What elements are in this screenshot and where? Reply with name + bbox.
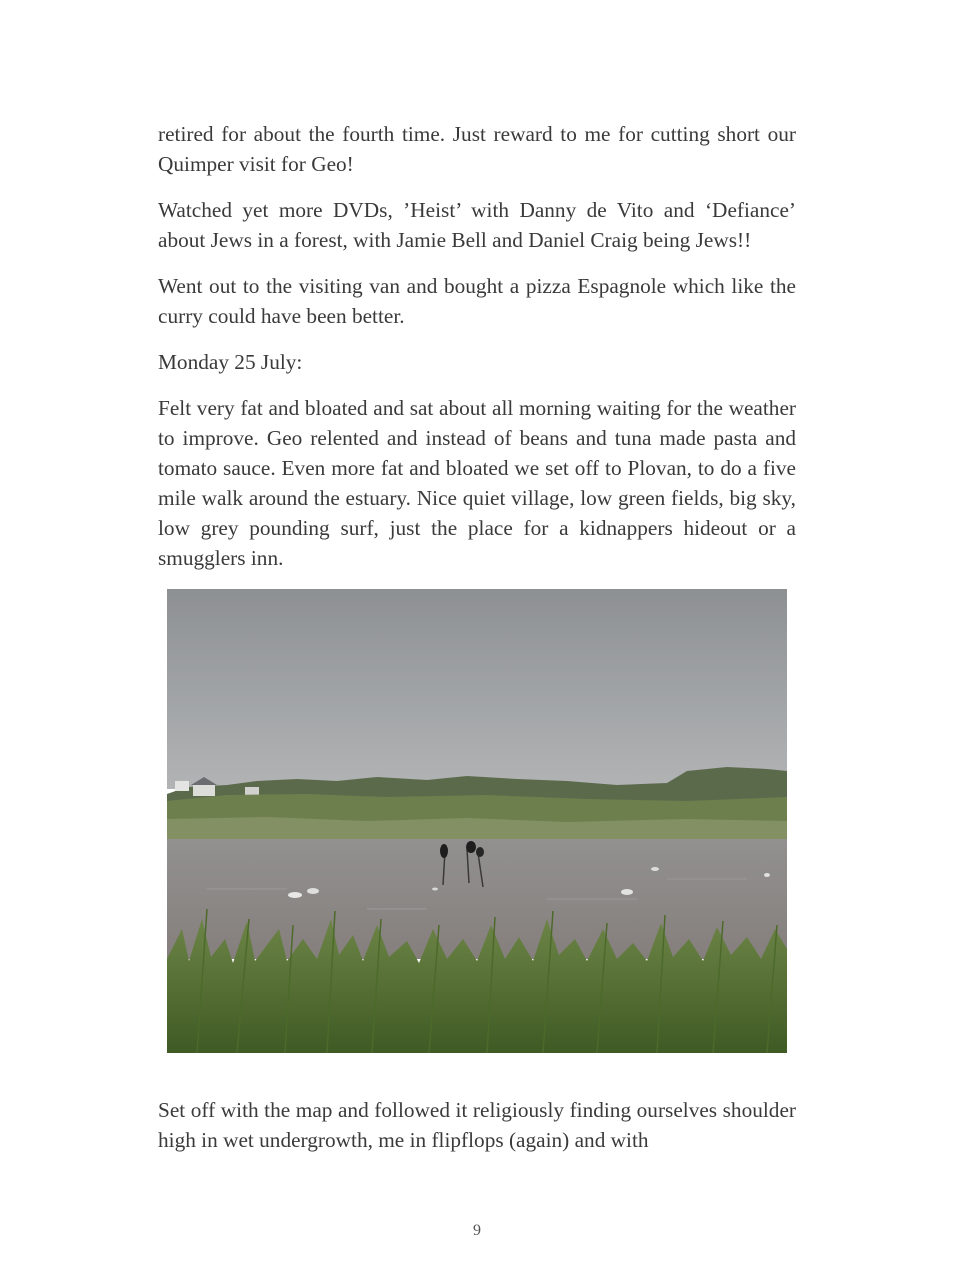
page-body [158,119,796,1171]
paragraph-4: Felt very fat and bloated and sat about all morning waiting for the weather to improve. Geo relented and instead of beans and tuna made pasta and tomato sauce. Even more fat and bloated we set off to Plovan, to do a five mile walk around the estuary. Nice quiet village, low green fields, big sky, low grey pounding surf, just the place for a kidnappers hideout or a smugglers inn. [158,396,796,570]
reed-band [167,817,787,841]
house-1 [175,781,189,791]
gull-5 [764,873,770,877]
page-number: 9 [473,1222,481,1239]
gull-1 [288,892,302,898]
gull-3 [621,889,633,895]
paragraph-5: Set off with the map and followed it religiously finding ourselves shoulder high in wet undergrowth, me in flipflops (again) and with [158,1098,796,1152]
gull-2 [307,888,319,894]
gull-4 [651,867,659,871]
sky [167,589,787,789]
house-3 [245,787,259,795]
cormorant-2 [466,841,476,853]
cormorant-1 [440,844,448,858]
paragraph-1: retired for about the fourth time. Just reward to me for cutting short our Quimper visit for Geo! [158,122,796,176]
cormorant-3 [476,847,484,857]
estuary-water [167,839,787,959]
house-2 [193,785,215,796]
date-heading: Monday 25 July: [158,350,303,374]
gull-6 [432,888,438,891]
paragraph-3: Went out to the visiting van and bought a pizza Espagnole which like the curry could have been better. [158,274,796,328]
paragraph-2: Watched yet more DVDs, ’Heist’ with Danny de Vito and ‘Defiance’ about Jews in a forest, with Jamie Bell and Daniel Craig being Jews!! [158,198,796,252]
estuary-photo [167,589,787,1053]
